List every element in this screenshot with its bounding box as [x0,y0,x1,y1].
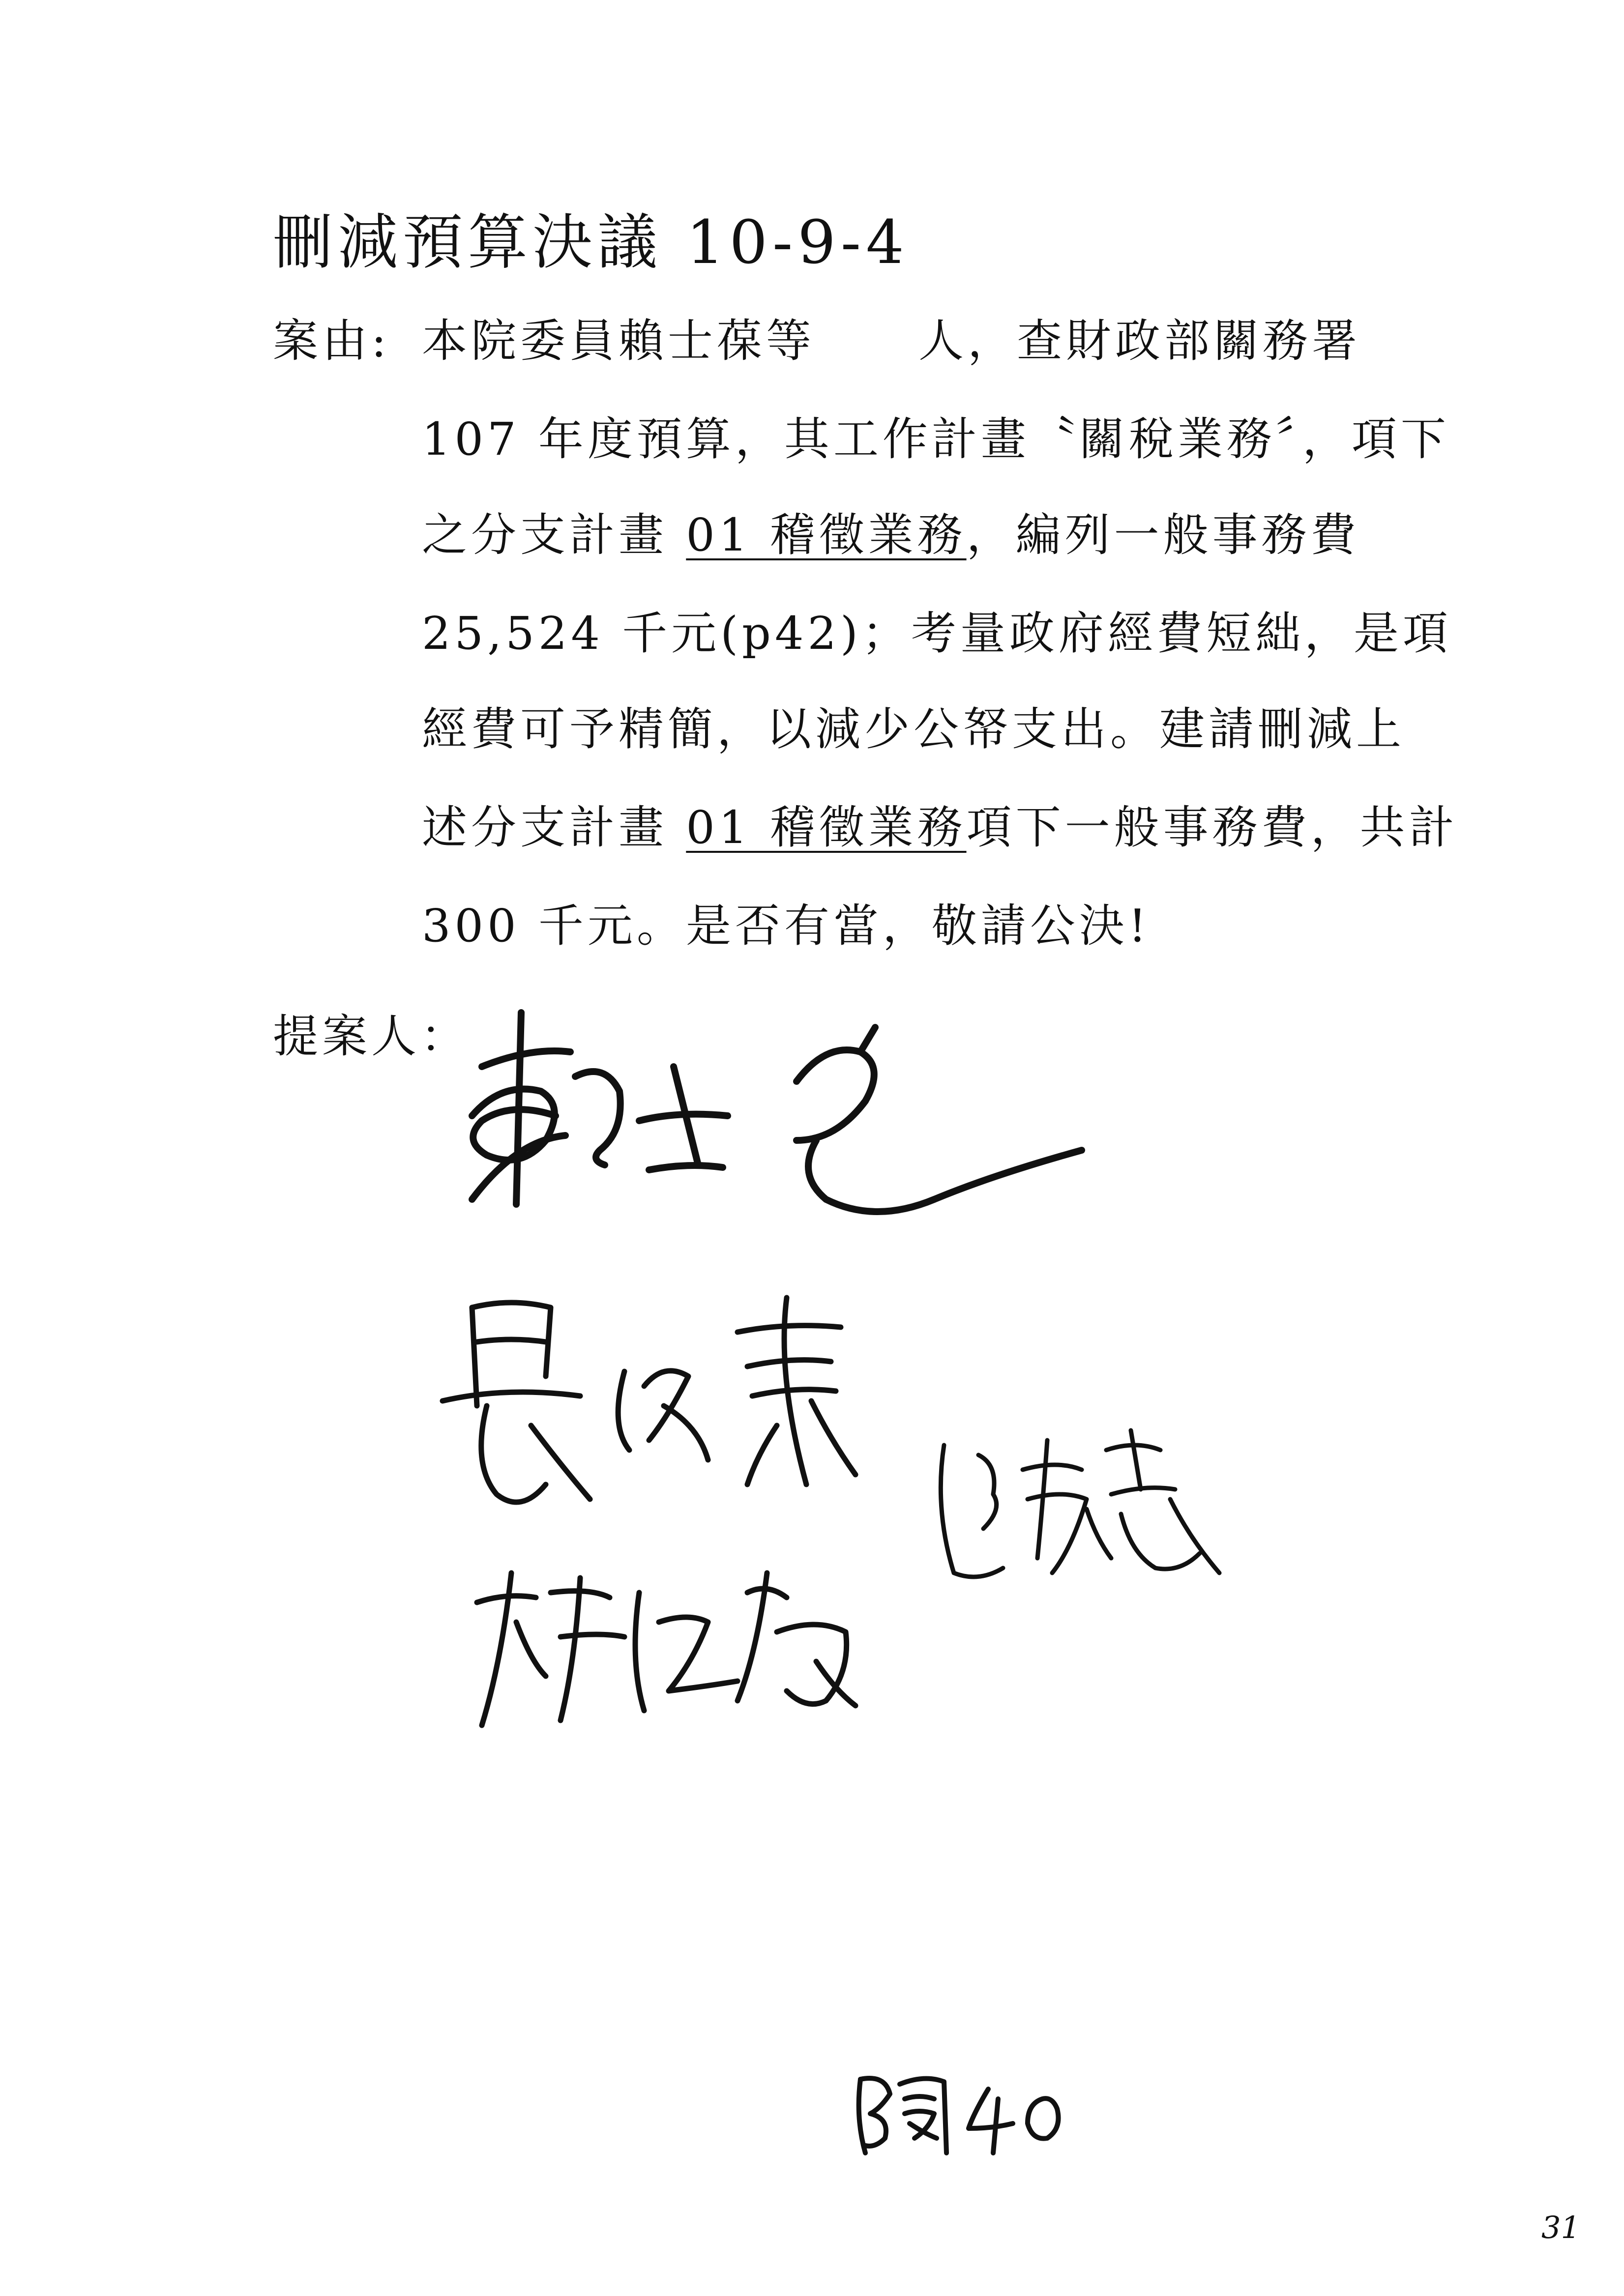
case-label: 案由: [273,315,390,367]
document-title: 刪減預算決議 10-9-4 [273,207,909,277]
proposer-label: 提案人： [273,1010,470,1063]
case-text: ，編列一般事務費 [966,509,1360,561]
page-number: 31 [1541,2209,1580,2245]
case-text: 項下一般事務費，共計 [966,801,1458,854]
case-line-5: 經費可予精簡，以減少公帑支出。建請刪減上 [422,703,1406,756]
signature-1 [443,993,1111,1268]
case-line-2: 107 年度預算，其工作計畫〝關稅業務〞，項下 [422,413,1450,465]
case-line-6 [422,791,1458,856]
underlined-plan-name: 01 稽徵業務 [686,509,967,561]
case-text: 之分支計畫 [422,509,668,561]
signature-3 [924,1411,1229,1617]
case-line-4: 25,524 千元(p42)；考量政府經費短絀，是項 [422,607,1452,660]
case-text: 本院委員賴士葆等 [422,315,816,367]
underlined-plan-name: 01 稽徵業務 [686,801,967,854]
signature-2 [433,1278,974,1524]
case-line-3 [422,499,1360,564]
case-line-1 [422,305,1361,370]
case-text: 述分支計畫 [422,801,668,854]
handwritten-stamp-note [846,2055,1082,2168]
case-text: 人，查財政部關務署 [918,315,1361,367]
signature-4 [462,1563,895,1740]
case-line-7: 300 千元。是否有當，敬請公決! [422,900,1151,952]
